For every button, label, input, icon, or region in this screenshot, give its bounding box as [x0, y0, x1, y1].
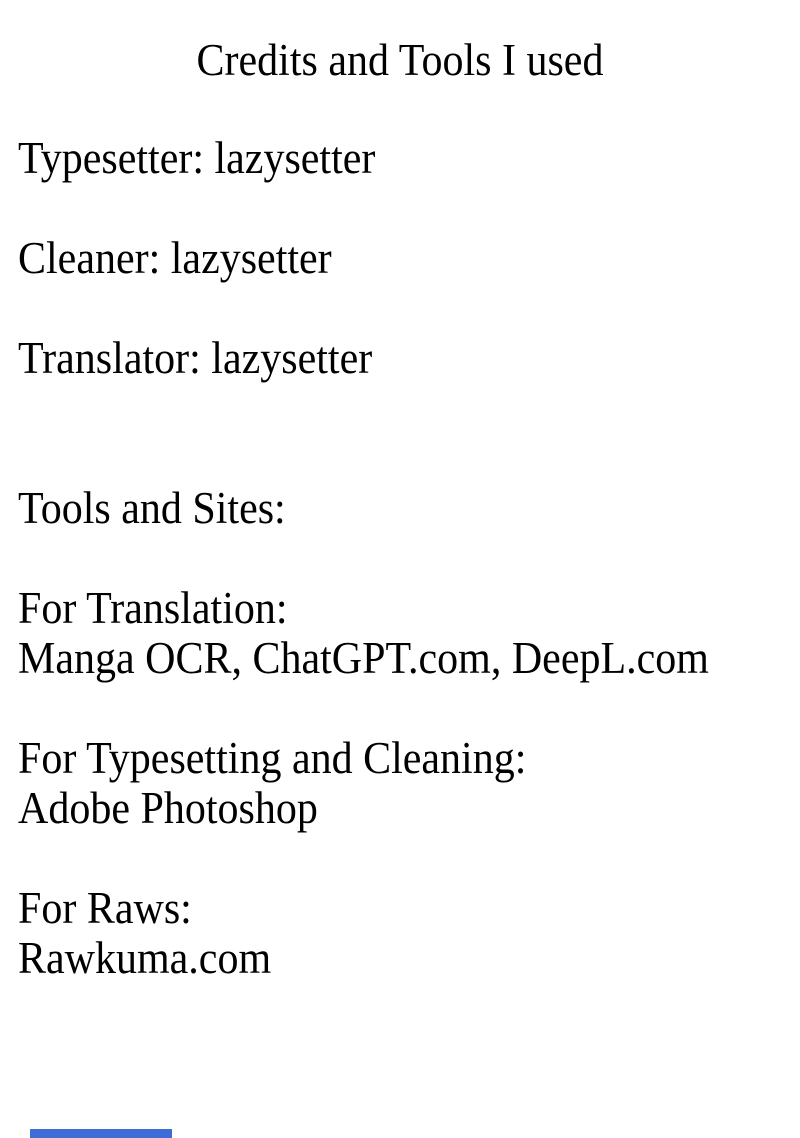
credit-cleaner: Cleaner: lazysetter	[18, 234, 332, 284]
spacer	[18, 432, 790, 482]
credits-body	[18, 132, 790, 982]
typesetting-tools: Adobe Photoshop	[18, 784, 318, 834]
spacer	[18, 682, 790, 732]
spacer	[18, 182, 790, 232]
credit-translator: Translator: lazysetter	[18, 334, 373, 384]
spacer	[18, 832, 790, 882]
credit-typesetter: Typesetter: lazysetter	[18, 134, 376, 184]
page-title: Credits and Tools I used	[196, 36, 604, 86]
spacer	[18, 382, 790, 432]
spacer	[18, 532, 790, 582]
translation-tools: Manga OCR, ChatGPT.com, DeepL.com	[18, 634, 709, 684]
raws-source: Rawkuma.com	[18, 934, 272, 984]
raws-heading: For Raws:	[18, 884, 192, 934]
reader-progress-bar	[30, 1129, 172, 1138]
typesetting-heading: For Typesetting and Cleaning:	[18, 734, 527, 784]
spacer	[18, 282, 790, 332]
translation-heading: For Translation:	[18, 584, 288, 634]
tools-heading: Tools and Sites:	[18, 484, 286, 534]
